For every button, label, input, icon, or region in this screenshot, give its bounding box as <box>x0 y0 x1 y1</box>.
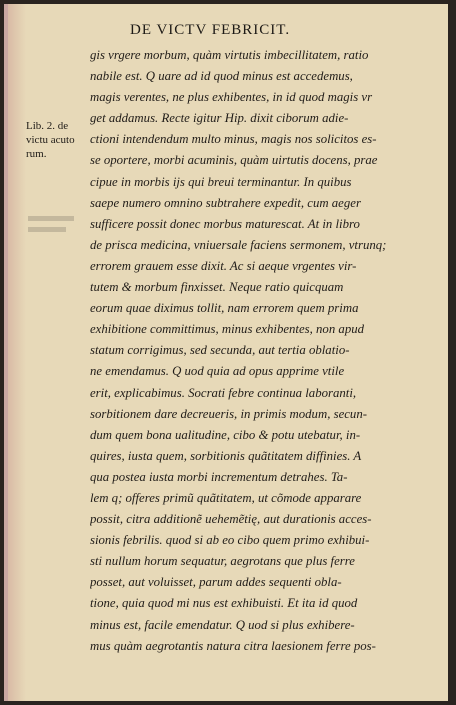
text-line: dum quem bona ualitudine, cibo & potu utebatur, in- <box>90 427 361 442</box>
margin-note <box>26 119 94 161</box>
text-line: sti nullum horum sequatur, aegrotans que plus ferre <box>90 554 355 569</box>
text-line: exhibitione committimus, minus exhibentes, non apud <box>90 322 365 337</box>
margin-note-line: victu acuto <box>26 134 75 146</box>
text-line: sufficere possit donec morbus maturescat. At in libro <box>90 216 360 231</box>
text-line: eorum quae diximus tollit, nam errorem quem prima <box>90 301 359 316</box>
text-line: ctioni intendendum multo minus, magis nos solicitos es- <box>90 132 377 147</box>
text-line: tione, quia quod mi nus est exhibuisti. Et ita id quod <box>90 596 358 611</box>
text-line: se oportere, morbi acuminis, quàm uirtutis docens, prae <box>90 153 378 168</box>
text-line: mus quàm aegrotantis natura citra laesionem ferre pos- <box>90 638 376 653</box>
body-text <box>90 45 440 657</box>
text-line: saepe numero omnino subtrahere expedit, cum aeger <box>90 195 361 210</box>
text-line: minus est, facile emendatur. Q uod si plus exhibere- <box>90 617 355 632</box>
text-line: get addamus. Recte igitur Hip. dixit ciborum adie- <box>90 111 349 126</box>
text-line: errorem grauem esse dixit. Ac si aeque vrgentes vir- <box>90 258 357 273</box>
text-line: posset, aut voluisset, parum addes sequenti obla- <box>90 575 342 590</box>
text-line: qua postea iusta morbi incrementum detrahes. Ta- <box>90 469 348 484</box>
text-line: sionis febrilis. quod si ab eo cibo quem primo exhibui- <box>90 533 370 548</box>
text-line: cipue in morbis ijs qui breui terminantur. In quibus <box>90 174 352 189</box>
text-line: lem q; offeres primũ quãtitatem, ut cõmode apparare <box>90 490 362 505</box>
running-header: DE VICTV FEBRICIT. <box>130 22 291 38</box>
text-line: de prisca medicina, vniuersale faciens sermonem, vtrunq; <box>90 237 387 252</box>
bleed-through-mark <box>28 216 76 244</box>
text-line: erit, explicabimus. Socrati febre continua laboranti, <box>90 385 357 400</box>
text-line: tutem & morbum finxisset. Neque ratio quicquam <box>90 280 344 295</box>
text-line: magis verentes, ne plus exhibentes, in id quod magis vr <box>90 90 373 105</box>
text-line: nabile est. Q uare ad id quod minus est accedemus, <box>90 69 353 84</box>
text-line: ne emendamus. Q uod quia ad opus apprime vtile <box>90 364 345 379</box>
text-line: quires, iusta quem, sorbitionis quãtitatem diffinies. A <box>90 448 362 463</box>
text-line: gis vrgere morbum, quàm virtutis imbecillitatem, ratio <box>90 48 369 62</box>
margin-note-line: rum. <box>26 148 47 160</box>
text-line: possit, citra additionẽ uehemẽtię, aut durationis acces- <box>90 512 372 527</box>
text-line: statum corrigimus, sed secunda, aut tertia oblatio- <box>90 343 350 358</box>
text-line: sorbitionem dare decreueris, in primis modum, secun- <box>90 406 367 421</box>
book-page <box>4 4 448 701</box>
margin-note-line: Lib. 2. de <box>26 120 69 132</box>
